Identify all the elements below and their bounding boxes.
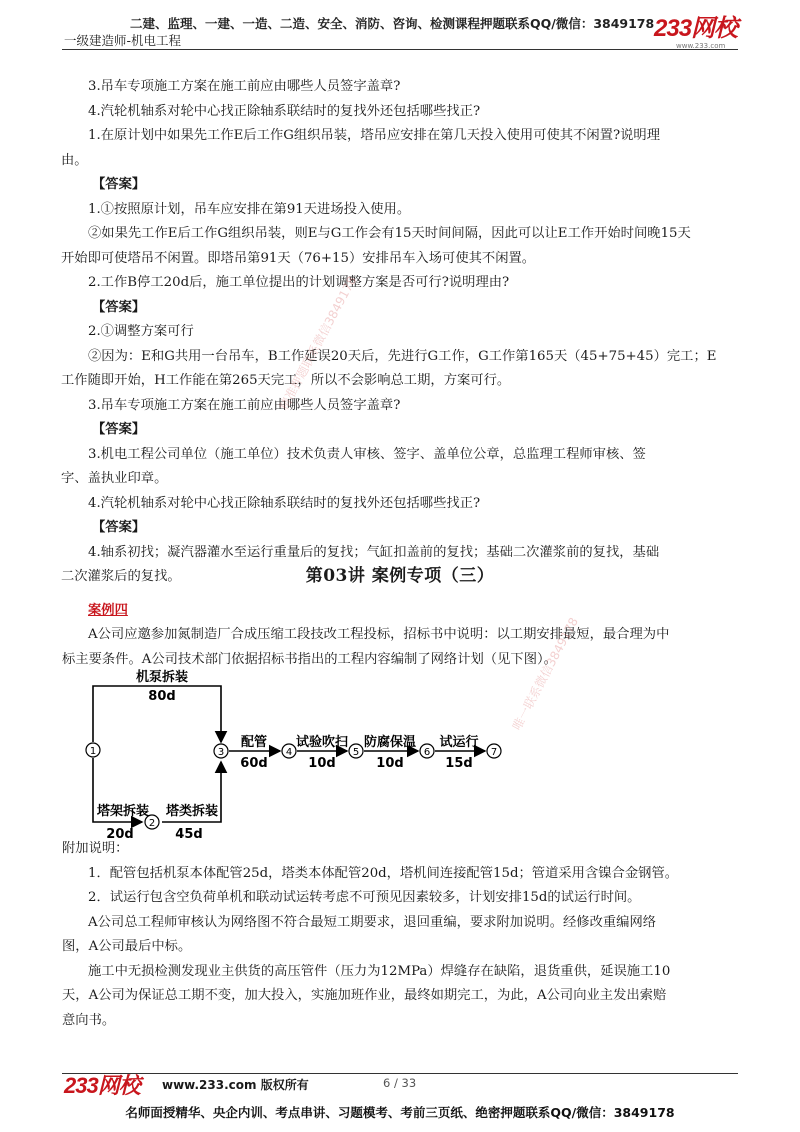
text-line: 1.①按照原计划，吊车应安排在第91天进场投入使用。 (88, 201, 411, 217)
activity-name: 塔架拆装 (96, 804, 150, 819)
text-line: 施工中无损检测发现业主供货的高压管件（压力为12MPa）焊缝存在缺陷，退货重供，延误施工10 (88, 963, 671, 979)
answer-label: 【答案】 (92, 422, 146, 437)
activity-duration: 45d (175, 827, 203, 842)
answer-label: 【答案】 (92, 299, 146, 315)
activity-duration: 15d (445, 756, 473, 771)
text-line: 2.①调整方案可行 (88, 324, 194, 339)
header-banner: 二建、监理、一建、一造、二造、安全、消防、咨询、检测课程押题联系QQ/微信：3849178 (130, 16, 655, 31)
text-line: 标主要条件。A公司技术部门依据招标书指出的工程内容编制了网络计划（见下图）。 (62, 651, 557, 667)
text-line: 4.汽轮机轴系对轮中心找正除轴系联结时的复找外还包括哪些找正? (88, 103, 481, 119)
activity-name: 试运行 (439, 735, 479, 750)
text-line: A公司应邀参加氮制造厂合成压缩工段技改工程投标，招标书中说明：以工期安排最短，最合理为中 (88, 627, 670, 642)
section-title: 第03讲 案例专项（三） (305, 566, 495, 586)
text-line: 4.汽轮机轴系对轮中心找正除轴系联结时的复找外还包括哪些找正? (88, 495, 481, 511)
activity-name: 机泵拆装 (135, 670, 189, 685)
text-line: 2.工作B停工20d后，施工单位提出的计划调整方案是否可行?说明理由? (88, 275, 510, 290)
note-item: 1．配管包括机泵本体配管25d，塔类本体配管20d，塔机间连接配管15d；管道采用含镍合金钢管。 (88, 865, 679, 881)
text-line: 意向书。 (62, 1012, 116, 1028)
activity-duration: 10d (308, 756, 336, 771)
node-label: 4 (285, 747, 293, 758)
activity-duration: 80d (148, 689, 176, 704)
notes (62, 837, 738, 1033)
notes-title: 附加说明： (62, 841, 129, 856)
text-line: 由。 (61, 152, 88, 168)
header-subtitle: 一级建造师-机电工程 (64, 33, 182, 48)
answer-label: 【答案】 (92, 177, 146, 192)
text-line: 3.机电工程公司单位（施工单位）技术负责人审核、签字、盖单位公章，总监理工程师审核、签 (88, 446, 646, 462)
node-label: 6 (423, 747, 431, 758)
node-label: 3 (217, 747, 225, 758)
activity-name: 试验吹扫 (295, 735, 349, 750)
footer-divider (62, 1073, 738, 1074)
activity-duration: 10d (376, 756, 404, 771)
activity-duration: 20d (106, 827, 134, 842)
activity-name: 配管 (240, 735, 268, 750)
text-line: 工作随即开始，H工作能在第265天完工，所以不会影响总工期，方案可行。 (61, 373, 511, 388)
node-label: 5 (352, 747, 360, 758)
text-line: 4.轴系初找；凝汽器灌水至运行重量后的复找；气缸扣盖前的复找；基础二次灌浆前的复找，基础 (88, 544, 660, 560)
footer-copyright: www.233.com 版权所有 (162, 1078, 309, 1092)
node-label: 7 (490, 747, 498, 758)
activity-name: 防腐保温 (363, 735, 417, 750)
case-label: 案例四 (88, 603, 128, 618)
activity-duration: 60d (240, 756, 268, 771)
text-line: 开始即可使塔吊不闲置。即塔吊第91天（76+15）安排吊车入场可使其不闲置。 (61, 250, 536, 266)
brand-logo: 233网校 (654, 15, 738, 42)
text-line: 字、盖执业印章。 (61, 471, 168, 486)
node-label: 1 (89, 746, 97, 757)
text-line: 天，A公司为保证总工期不变，加大投入，实施加班作业，最终如期完工，为此，A公司向业主发出索赔 (62, 988, 667, 1003)
watermark: 唯一联系微信3849178 (509, 615, 582, 733)
answer-label: 【答案】 (92, 520, 146, 535)
note-item: 2．试运行包含空负荷单机和联动试运转考虑不可预见因素较多，计划安排15d的试运行时间。 (88, 890, 641, 905)
text-line: 3.吊车专项施工方案在施工前应由哪些人员签字盖章? (88, 397, 401, 413)
text-line: A公司总工程师审核认为网络图不符合最短工期要求，退回重编，要求附加说明。经修改重编网络 (88, 914, 657, 930)
text-line: 1.在原计划中如果先工作E后工作G组织吊装，塔吊应安排在第几天投入使用可使其不闲置?说明理 (88, 128, 661, 143)
footer-logo: 233网校 (64, 1073, 140, 1098)
text-line: 图，A公司最后中标。 (62, 939, 192, 954)
text-line: 二次灌浆后的复找。 (61, 569, 181, 584)
watermark: 精准押题联系微信3849178 (276, 273, 360, 413)
brand-logo-url: www.233.com (676, 42, 726, 50)
text-line: ②如果先工作E后工作G组织吊装，则E与G工作会有15天时间间隔，因此可以让E工作开始时间晚15天 (88, 226, 691, 241)
text-line: 3.吊车专项施工方案在施工前应由哪些人员签字盖章? (88, 79, 401, 94)
node-label: 2 (148, 818, 156, 829)
footer-banner: 名师面授精华、央企内训、考点串讲、习题模考、考前三页纸、绝密押题联系QQ/微信：3849178 (125, 1105, 675, 1120)
text-line: ②因为：E和G共用一台吊车，B工作延误20天后，先进行G工作，G工作第165天（45+75+45）完工；E (88, 348, 717, 364)
page-number: 6 / 33 (383, 1076, 417, 1090)
activity-name: 塔类拆装 (165, 804, 219, 819)
